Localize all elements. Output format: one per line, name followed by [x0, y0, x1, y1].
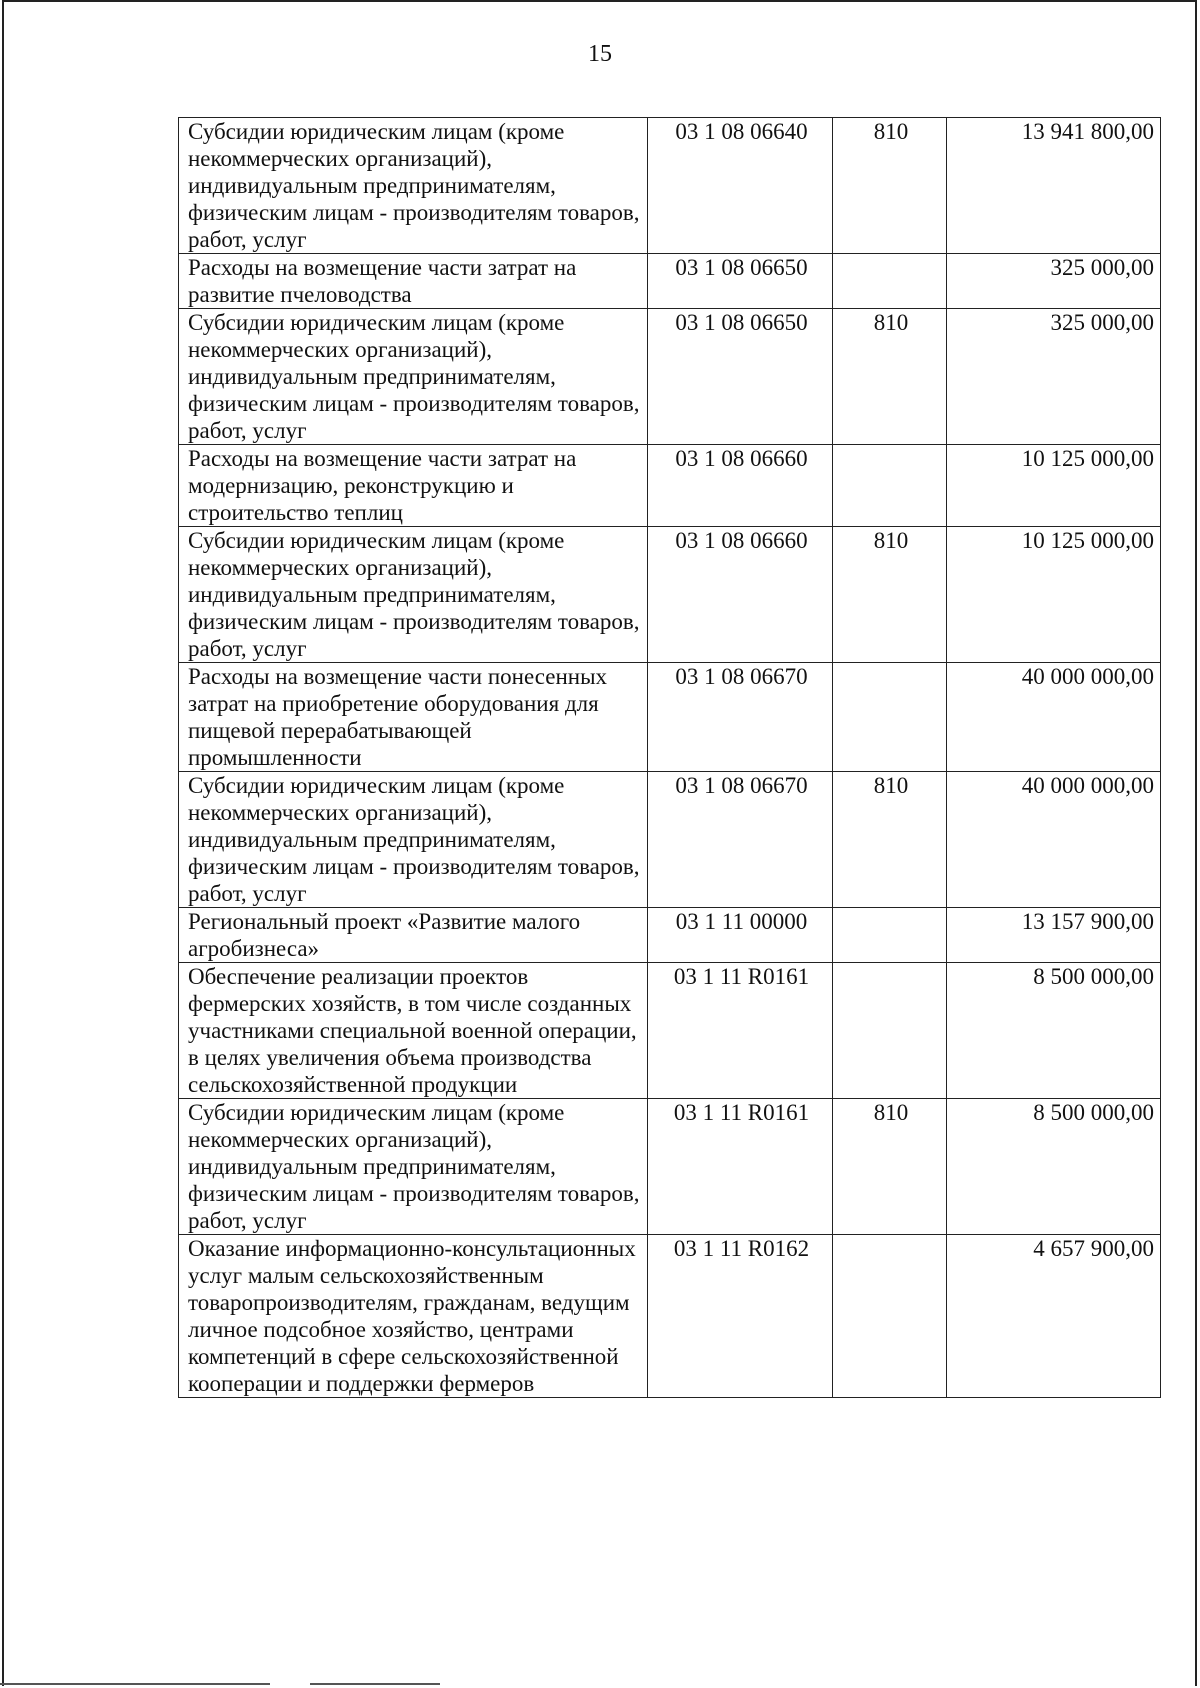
row-code-cell: 03 1 08 06660	[648, 527, 833, 663]
row-sum-cell: 8 500 000,00	[947, 963, 1161, 1099]
table-row	[179, 1235, 1161, 1398]
row-name-cell: Расходы на возмещение части затрат на развитие пчеловодства	[179, 254, 648, 309]
table-row	[179, 772, 1161, 908]
table-row	[179, 118, 1161, 254]
row-sum-cell: 325 000,00	[947, 254, 1161, 309]
budget-table	[178, 117, 1161, 1398]
row-type-cell: 810	[833, 118, 947, 254]
row-sum-cell: 8 500 000,00	[947, 1099, 1161, 1235]
table-row	[179, 963, 1161, 1099]
row-code-cell: 03 1 08 06670	[648, 663, 833, 772]
row-type-cell	[833, 663, 947, 772]
row-name-cell: Расходы на возмещение части затрат на модернизацию, реконструкцию и строительство теплиц	[179, 445, 648, 527]
row-sum-cell: 4 657 900,00	[947, 1235, 1161, 1398]
table-row	[179, 445, 1161, 527]
page-number: 15	[588, 41, 612, 67]
row-sum-cell: 13 941 800,00	[947, 118, 1161, 254]
row-name-cell: Региональный проект «Развитие малого агробизнеса»	[179, 908, 648, 963]
row-sum-cell: 40 000 000,00	[947, 772, 1161, 908]
row-name-cell: Субсидии юридическим лицам (кроме некоммерческих организаций), индивидуальным предпринимателям, физическим лицам - производителям товаров, работ, услуг	[179, 309, 648, 445]
row-code-cell: 03 1 08 06660	[648, 445, 833, 527]
row-type-cell	[833, 1235, 947, 1398]
table-row	[179, 527, 1161, 663]
row-name-cell: Субсидии юридическим лицам (кроме некоммерческих организаций), индивидуальным предпринимателям, физическим лицам - производителям товаров, работ, услуг	[179, 118, 648, 254]
row-code-cell: 03 1 08 06640	[648, 118, 833, 254]
row-sum-cell: 10 125 000,00	[947, 445, 1161, 527]
row-name-cell: Расходы на возмещение части понесенных затрат на приобретение оборудования для пищевой перерабатывающей промышленности	[179, 663, 648, 772]
row-code-cell: 03 1 11 R0161	[648, 963, 833, 1099]
scan-edge-line	[0, 1683, 270, 1685]
row-sum-cell: 13 157 900,00	[947, 908, 1161, 963]
row-code-cell: 03 1 08 06670	[648, 772, 833, 908]
row-code-cell: 03 1 08 06650	[648, 309, 833, 445]
row-type-cell	[833, 908, 947, 963]
row-type-cell	[833, 445, 947, 527]
table-row	[179, 309, 1161, 445]
row-name-cell: Обеспечение реализации проектов фермерских хозяйств, в том числе созданных участниками специальной военной операции, в целях увеличения объема производства сельскохозяйственной продукции	[179, 963, 648, 1099]
row-sum-cell: 325 000,00	[947, 309, 1161, 445]
row-name-cell: Оказание информационно-консультационных услуг малым сельскохозяйственным товаропроизводителям, гражданам, ведущим личное подсобное хозяйство, центрами компетенций в сфере сельскохозяйственной кооперации и поддержки фермеров	[179, 1235, 648, 1398]
row-type-cell: 810	[833, 527, 947, 663]
row-type-cell	[833, 254, 947, 309]
row-type-cell	[833, 963, 947, 1099]
table-row	[179, 254, 1161, 309]
scan-edge-line	[310, 1683, 440, 1685]
row-name-cell: Субсидии юридическим лицам (кроме некоммерческих организаций), индивидуальным предпринимателям, физическим лицам - производителям товаров, работ, услуг	[179, 527, 648, 663]
row-name-cell: Субсидии юридическим лицам (кроме некоммерческих организаций), индивидуальным предпринимателям, физическим лицам - производителям товаров, работ, услуг	[179, 772, 648, 908]
table-row	[179, 908, 1161, 963]
table-row	[179, 663, 1161, 772]
row-type-cell: 810	[833, 1099, 947, 1235]
row-name-cell: Субсидии юридическим лицам (кроме некоммерческих организаций), индивидуальным предпринимателям, физическим лицам - производителям товаров, работ, услуг	[179, 1099, 648, 1235]
row-sum-cell: 10 125 000,00	[947, 527, 1161, 663]
table-row	[179, 1099, 1161, 1235]
row-type-cell: 810	[833, 309, 947, 445]
row-code-cell: 03 1 11 R0162	[648, 1235, 833, 1398]
row-code-cell: 03 1 11 00000	[648, 908, 833, 963]
row-code-cell: 03 1 08 06650	[648, 254, 833, 309]
row-type-cell: 810	[833, 772, 947, 908]
row-code-cell: 03 1 11 R0161	[648, 1099, 833, 1235]
row-sum-cell: 40 000 000,00	[947, 663, 1161, 772]
